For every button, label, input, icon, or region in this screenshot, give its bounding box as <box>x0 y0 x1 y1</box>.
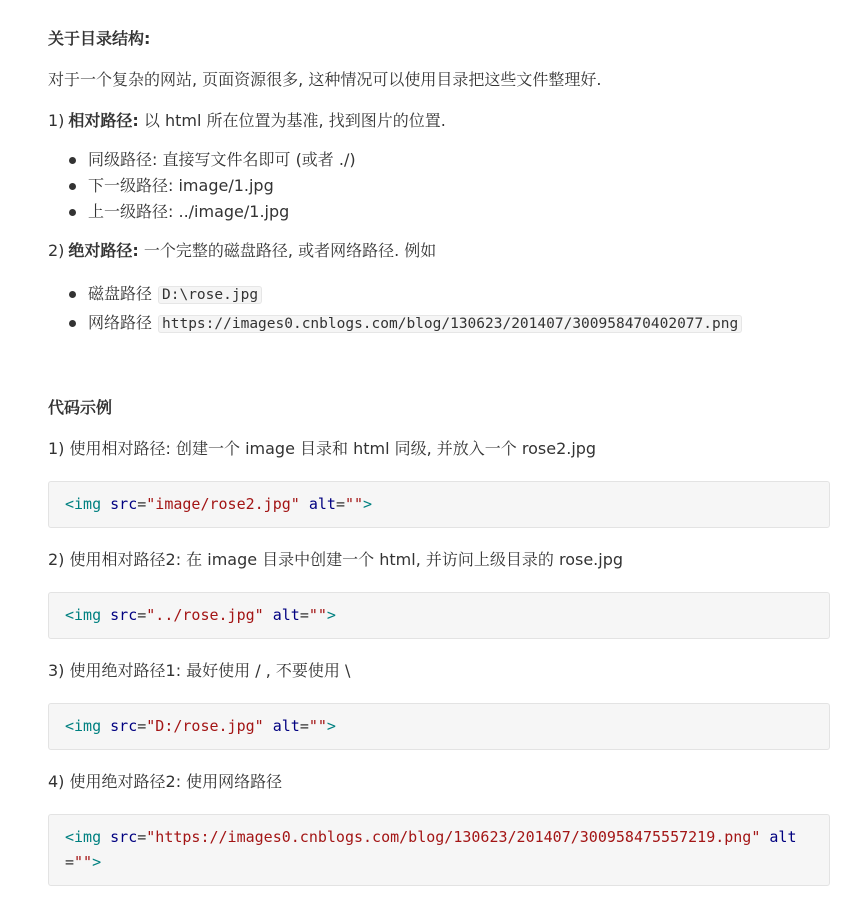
code-tag: <img <box>65 828 102 846</box>
code-block: <img src="../rose.jpg" alt=""> <box>48 592 830 639</box>
list-item <box>88 310 830 336</box>
code-tag-close: > <box>326 606 336 624</box>
code-alt-value: "" <box>308 717 327 735</box>
list-item: 下一级路径: image/1.jpg <box>88 173 830 199</box>
code-tag: <img <box>65 717 102 735</box>
example-3-desc: 3) 使用绝对路径1: 最好使用 / , 不要使用 \ <box>48 661 351 680</box>
code-tag-close: > <box>92 853 102 871</box>
code-src-value: "https://images0.cnblogs.com/blog/130623/201407/300958475557219.png" <box>146 828 761 846</box>
code-tag-close: > <box>326 717 336 735</box>
example-2-desc: 2) 使用相对路径2: 在 image 目录中创建一个 html, 并访问上级目录的 rose.jpg <box>48 550 624 569</box>
section-heading-directory: 关于目录结构: <box>48 29 151 48</box>
code-attr-alt: alt <box>272 606 300 624</box>
network-path-label: 网络路径 <box>88 313 153 332</box>
disk-path-label: 磁盘路径 <box>88 284 153 303</box>
code-attr-src: src <box>110 828 138 846</box>
network-path-code: https://images0.cnblogs.com/blog/130623/201407/300958470402077.png <box>158 315 742 333</box>
absolute-path-paragraph <box>48 241 830 261</box>
list-item <box>88 281 830 307</box>
code-attr-src: src <box>110 717 138 735</box>
absolute-path-desc: 一个完整的磁盘路径, 或者网络路径. 例如 <box>143 241 437 260</box>
code-src-value: "image/rose2.jpg" <box>146 495 300 513</box>
absolute-path-number: 2) <box>48 241 65 260</box>
absolute-path-list <box>48 281 830 336</box>
code-attr-alt: alt <box>769 828 797 846</box>
code-alt-value: "" <box>308 606 327 624</box>
code-attr-alt: alt <box>308 495 336 513</box>
code-src-value: "../rose.jpg" <box>146 606 264 624</box>
code-attr-src: src <box>110 606 138 624</box>
disk-path-code: D:\rose.jpg <box>158 286 262 304</box>
code-tag-close: > <box>363 495 373 513</box>
code-tag: <img <box>65 606 102 624</box>
relative-path-desc: 以 html 所在位置为基准, 找到图片的位置. <box>143 111 446 130</box>
code-attr-src: src <box>110 495 138 513</box>
relative-path-list <box>48 147 830 225</box>
relative-path-number: 1) <box>48 111 65 130</box>
section-heading-code-examples: 代码示例 <box>48 398 113 417</box>
code-alt-value: "" <box>344 495 364 513</box>
code-tag: <img <box>65 495 102 513</box>
code-block: <img src="https://images0.cnblogs.com/blog/130623/201407/300958475557219.png" alt=""> <box>48 814 830 886</box>
code-block: <img src="D:/rose.jpg" alt=""> <box>48 703 830 750</box>
example-4-desc: 4) 使用绝对路径2: 使用网络路径 <box>48 772 283 791</box>
code-attr-alt: alt <box>272 717 300 735</box>
absolute-path-title: 绝对路径: <box>68 241 139 260</box>
relative-path-paragraph <box>48 111 830 131</box>
code-src-value: "D:/rose.jpg" <box>146 717 264 735</box>
intro-paragraph: 对于一个复杂的网站, 页面资源很多, 这种情况可以使用目录把这些文件整理好. <box>48 70 602 89</box>
code-alt-value: "" <box>74 853 93 871</box>
relative-path-title: 相对路径: <box>68 111 139 130</box>
list-item: 同级路径: 直接写文件名即可 (或者 ./) <box>88 147 830 173</box>
code-block: <img src="image/rose2.jpg" alt=""> <box>48 481 830 528</box>
list-item: 上一级路径: ../image/1.jpg <box>88 199 830 225</box>
example-1-desc: 1) 使用相对路径: 创建一个 image 目录和 html 同级, 并放入一个 rose2.jpg <box>48 439 597 458</box>
